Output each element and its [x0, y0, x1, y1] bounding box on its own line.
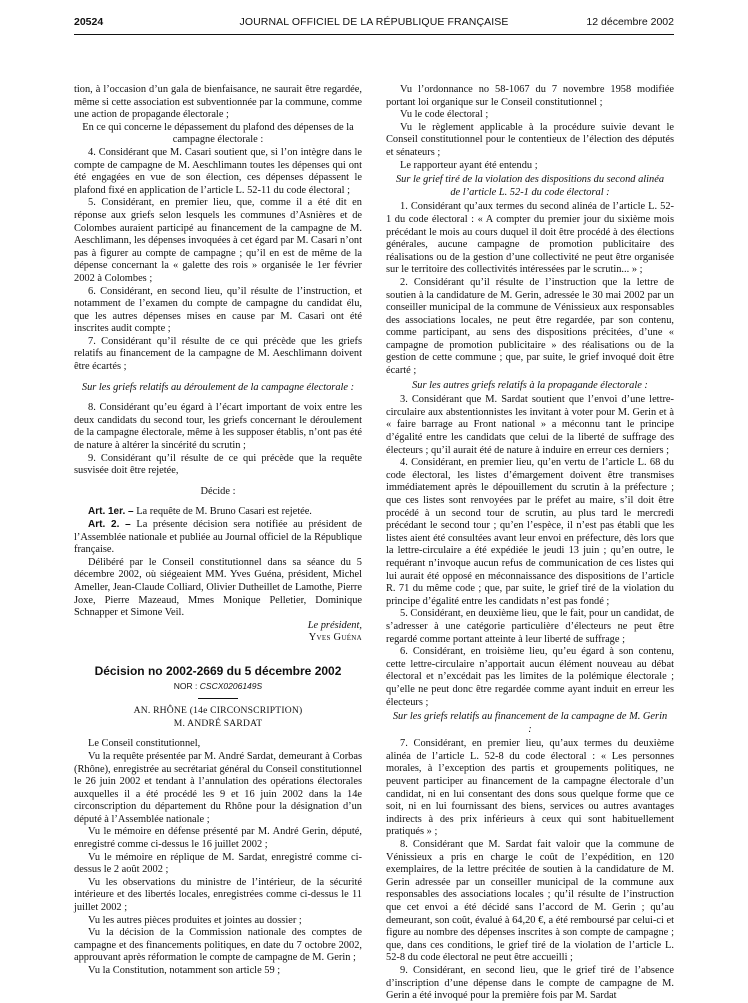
page-number: 20524 — [74, 16, 104, 28]
paragraph: Vu les observations du ministre de l’intérieur, de la sécurité intérieure et des libertés locales, enregistrées comme ci-dessus le 11 juillet 2002 ; — [74, 876, 362, 914]
paragraph: 2. Considérant qu’il résulte de l’instruction que la lettre de soutien à la candidature de M. Gerin, adressée le 30 mai 2002 par un conseiller municipal de la commune de Vénissieux aux responsables des associations locales, ne peut être regardée, par son contenu, comme participant, au sens des dispositions précitées, d’une « campagne de promotion publicitaire » des réalisations ou de la gestion de cette commune ; que, par suite, le grief invoqué doit être écarté ; — [386, 276, 674, 377]
paragraph: tion, à l’occasion d’un gala de bienfaisance, ne saurait être regardée, même si cette association est subventionnée par la commune, comme une action de propagande électorale ; — [74, 84, 362, 121]
deliberation: Délibéré par le Conseil constitutionnel dans sa séance du 5 décembre 2002, où siégeaient MM. Yves Guéna, président, Michel Ameller, Jean-Claude Colliard, Olivier Dutheillet de Lamothe, Pierre Joxe, Pierre Mazeaud, Mmes Monique Pelletier, Dominique Schnapper et Simone Veil. — [74, 556, 362, 619]
journal-title: JOURNAL OFFICIEL DE LA RÉPUBLIQUE FRANÇAISE — [239, 16, 509, 28]
paragraph: 4. Considérant que M. Casari soutient que, si l’on intègre dans le compte de campagne de M. Aeschlimann toutes les dépenses qui ont été engagées en vue de son élection, ces dépenses dépassent le plafond fixé en application de l’article L. 52-11 du code électoral ; — [74, 146, 362, 196]
left-column — [74, 84, 362, 978]
paragraph: 9. Considérant, en second lieu, que le grief tiré de l’absence d’inscription d’une dépense dans le compte de campagne de M. Gerin a été invoqué pour la première fois par M. Sardat — [386, 964, 674, 1002]
paragraph: 8. Considérant qu’eu égard à l’écart important de voix entre les deux candidats du second tour, les griefs concernant le déroulement de la campagne électorale, même à les supposer établis, n’ont pas été de nature à altérer la sincérité du scrutin ; — [74, 402, 362, 452]
article-2 — [74, 519, 362, 557]
paragraph: Vu la décision de la Commission nationale des comptes de campagne et des financements politiques, en date du 7 octobre 2002, approuvant après réformation le compte de campagne de M. Gerin ; — [74, 927, 362, 964]
divider — [198, 698, 238, 699]
paragraph: Vu le mémoire en défense présenté par M. André Gerin, député, enregistré comme ci-dessus le 16 juillet 2002 ; — [74, 826, 362, 851]
paragraph: Vu le mémoire en réplique de M. Sardat, enregistré comme ci-dessus le 2 août 2002 ; — [74, 851, 362, 876]
paragraph: 8. Considérant que M. Sardat fait valoir que la commune de Vénissieux a pris en charge le coût de l’expédition, en 120 exemplaires, de la lettre précitée de soutien à la candidature de M. Gerin adressée par un conseiller municipal de la commune aux responsables des associations locales ; qu’il résulte de l’instruction que cet envoi a été décidé sans l’accord de M. Gerin ; qu’au demeurant, son coût, évalué à 64,20 €, a été remboursé par celui-ci et figure au nombre des dépenses inscrites à son compte de campagne ; que, dans ces conditions, le grief tiré de la violation de l’article L. 52-8 du code électoral ne peut être accueilli ; — [386, 839, 674, 964]
header-rule — [74, 34, 674, 35]
decide-heading: Décide : — [200, 485, 236, 497]
constituency: AN. RHÔNE (14e CIRCONSCRIPTION) — [133, 705, 303, 717]
paragraph: Vu le règlement applicable à la procédure suivie devant le Conseil constitutionnel pour le contentieux de l’élection des députés et sénateurs ; — [386, 121, 674, 158]
paragraph: Vu la Constitution, notamment son article 59 ; — [88, 965, 281, 976]
section-heading: Sur les griefs relatifs au déroulement de la campagne électorale : — [81, 381, 355, 393]
section-heading: Sur le grief tiré de la violation des dispositions du second alinéa de l’article L. 52-1 du code électoral : — [395, 174, 665, 198]
paragraph: Vu le code électoral ; — [400, 109, 489, 121]
nor-code: CSCX0206149S — [199, 680, 263, 691]
section-heading: En ce qui concerne le dépassement du plafond des dépenses de la campagne électorale : — [82, 121, 354, 146]
paragraph: 7. Considérant, en premier lieu, qu’aux termes du deuxième alinéa de l’article L. 52-8 du code électoral : « Les personnes morales, à l’exception des partis et groupements politiques, ne peuvent participer au financement de la campagne électorale d’un candidat, ni en lui consentant des dons sous quelque forme que ce soit, ni en lui fournissant des biens, services ou autres avantages indirects à des prix inférieurs à ceux qui sont habituellement pratiqués » ; — [386, 738, 674, 838]
paragraph: 6. Considérant, en second lieu, qu’il résulte de l’instruction, et notamment de l’examen du compte de campagne du candidat élu, que les autres dépenses mises en cause par M. Casari ont été inscrites audit compte ; — [74, 285, 362, 335]
article-text: La requête de M. Bruno Casari est rejetée. — [136, 506, 312, 518]
paragraph: Vu les autres pièces produites et jointes au dossier ; — [88, 914, 302, 926]
section-heading: Sur les autres griefs relatifs à la propagande électorale : — [412, 379, 648, 391]
paragraph: 5. Considérant, en deuxième lieu, que le fait, pour un candidat, de s’adresser à une catégorie particulière d’électeurs ne peut être regardé comme portant atteinte à leur liberté de suffrage ; — [386, 608, 674, 645]
paragraph: 3. Considérant que M. Sardat soutient que l’envoi d’une lettre-circulaire aux abstentionnistes les invitant à voter pour M. Gerin et à « faire barrage au Front national » a méconnu tant le principe d’égalité entre les candidats que celui de la liberté de suffrage des électeurs ; qu’il aurait été de nature à induire en erreur ces derniers ; — [386, 394, 674, 456]
signature-role: Le président, — [307, 619, 362, 631]
paragraph: 6. Considérant, en troisième lieu, qu’eu égard à son contenu, cette lettre-circulaire n’apportait aucun élément nouveau au débat électoral et n’excédait pas les limites de la polémique électorale ; qu’elle ne peut donc être regardée comme ayant induit en erreur les électeurs ; — [386, 646, 674, 708]
nor-label: NOR : — [173, 680, 198, 691]
article-text: La présente décision sera notifiée au président de l’Assemblée nationale et publiée au Journal officiel de la République française. — [74, 519, 362, 556]
signature-name: Yves Guéna — [308, 632, 362, 644]
paragraph: Vu la requête présentée par M. André Sardat, demeurant à Corbas (Rhône), enregistrée au secrétariat général du Conseil constitutionnel le 26 juin 2002 et tendant à l’annulation des opérations électorales auxquelles il a été procédé les 9 et 16 juin 2002 dans la 14e circonscription du département du Rhône pour la désignation d’un député à l’Assemblée nationale ; — [74, 750, 362, 825]
section-heading: Sur les griefs relatifs au financement de la campagne de M. Gerin : — [392, 711, 668, 735]
nor-reference — [74, 680, 362, 693]
candidate-name: M. ANDRÉ SARDAT — [173, 717, 263, 729]
article-label: Art. 1er. – — [88, 506, 134, 518]
decision-title: Décision no 2002-2669 du 5 décembre 2002 — [94, 663, 342, 678]
article-1 — [74, 506, 362, 519]
paragraph: 7. Considérant qu’il résulte de ce qui précède que les griefs relatifs au financement de la campagne de M. Aeschlimann doivent être écartés ; — [74, 335, 362, 373]
paragraph: Vu l’ordonnance no 58-1067 du 7 novembre 1958 modifiée portant loi organique sur le Conseil constitutionnel ; — [386, 84, 674, 108]
right-column — [386, 84, 674, 1003]
paragraph: 5. Considérant, en premier lieu, que, comme il a été dit en réponse aux griefs selon lesquels les communes d’Asnières et de Colombes auraient participé au financement de la campagne de M. Aeschlimann, les dépenses invoquées à cet égard par M. Casari n’ont pas à figurer au compte de campagne ; qu’il en est de même de la dépense concernant la « galette des rois » organisée le 1er février 2002 à Colombes ; — [74, 197, 362, 284]
paragraph: Le Conseil constitutionnel, — [88, 738, 201, 750]
issue-date: 12 décembre 2002 — [586, 16, 674, 28]
paragraph: 9. Considérant qu’il résulte de ce qui précède que la requête susvisée doit être rejetée, — [74, 452, 362, 477]
page-header — [74, 16, 674, 34]
paragraph: 1. Considérant qu’aux termes du second alinéa de l’article L. 52-1 du code électoral : « A compter du premier jour du sixième mois précédant le mois au cours duquel il doit être procédé à des élections générales, aucune campagne de promotion publicitaire des réalisations ou de la gestion d’une collectivité ne peut être organisée sur le territoire des collectivités intéressées par le scrutin... » ; — [386, 201, 674, 276]
paragraph: 4. Considérant, en premier lieu, qu’en vertu de l’article L. 68 du code électoral, les listes d’émargement doivent être transmises immédiatement après le dépouillement du scrutin à la préfecture ; que ces listes sont renvoyées par le préfet au maire, s’il doit être procédé à un second tour de scrutin, au plus tard le mercredi précédant le second tour ; qu’en l’espèce, il n’est pas établi que les listes aient été consultées avant leur envoi en préfecture, dès lors que la lettre-circulaire a été expédiée le jeudi 13 juin ; qu’en outre, le requérant n’invoque aucun refus de communication de ces listes qui lui aurait été opposé en méconnaissance des dispositions de l’article R. 71 du même code ; que, par suite, le grief tiré de la violation du principe d’égalité entre les candidats n’est pas fondé ; — [386, 457, 674, 607]
paragraph: Le rapporteur ayant été entendu ; — [400, 159, 538, 171]
article-label: Art. 2. – — [88, 519, 131, 530]
